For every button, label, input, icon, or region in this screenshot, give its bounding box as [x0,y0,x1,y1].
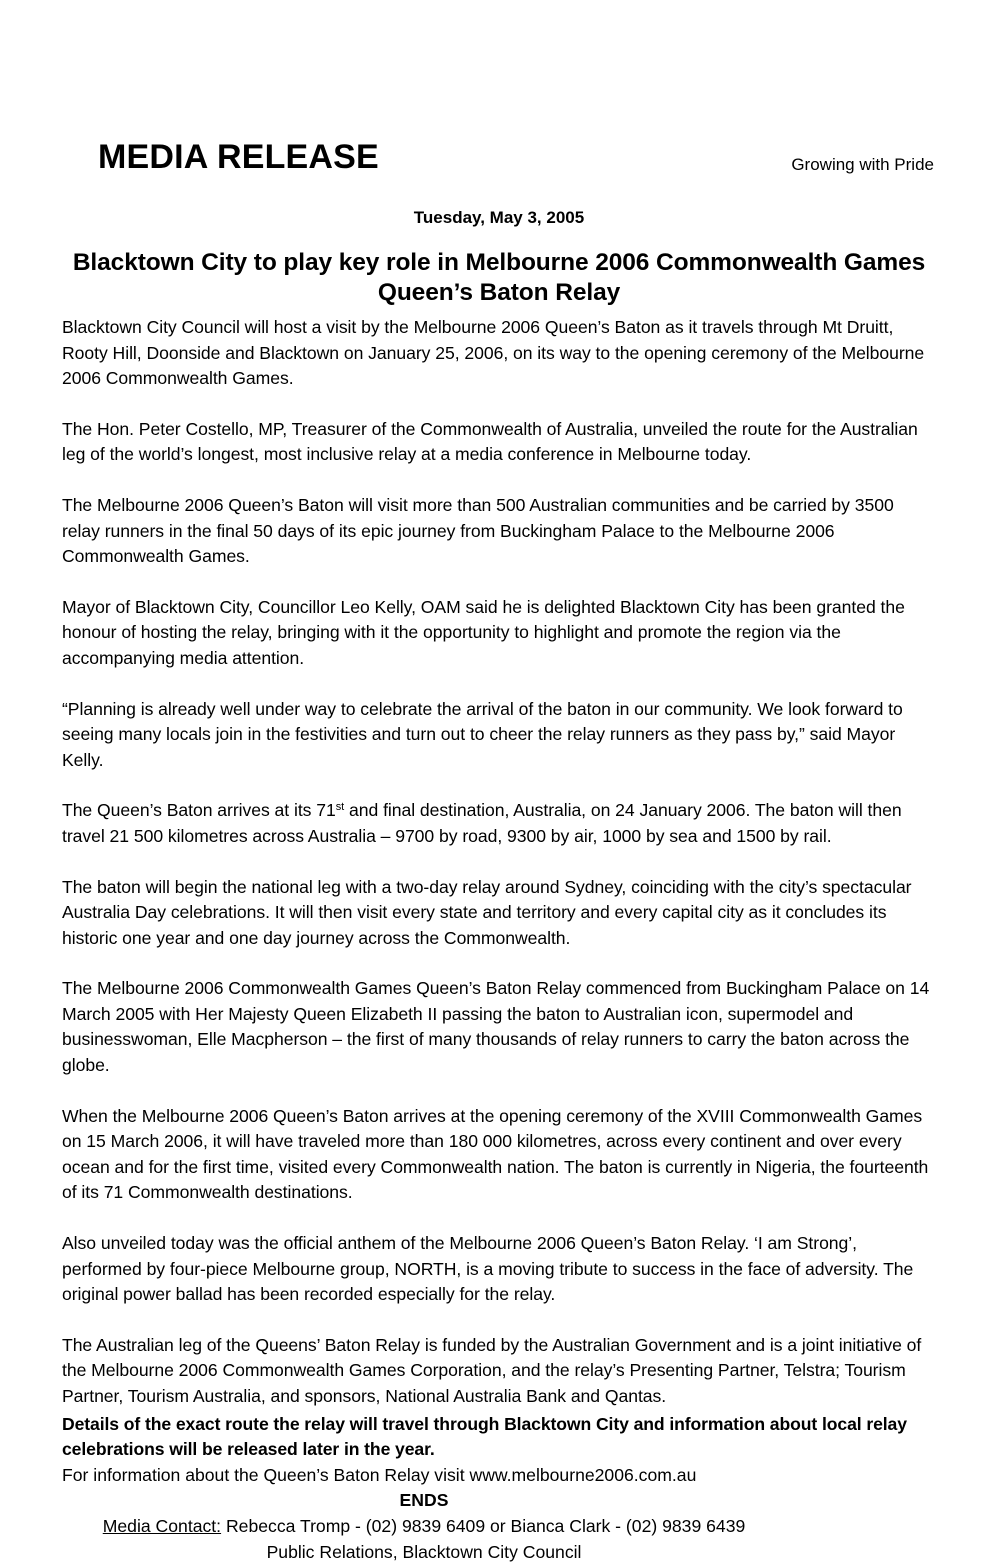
route-details-notice: Details of the exact route the relay will travel through Blacktown City and information about local relay celebrations will be released later in the year. [62,1413,907,1460]
paragraph: The Melbourne 2006 Commonwealth Games Queen’s Baton Relay commenced from Buckingham Palace on 14 March 2005 with Her Majesty Queen Elizabeth II passing the baton to Australian icon, supermodel and businesswoman, Elle Macpherson – the first of many thousands of relay runners to carry the baton across the globe. [62,978,930,1076]
release-date: Tuesday, May 3, 2005 [413,208,585,227]
paragraph: The Australian leg of the Queens’ Baton Relay is funded by the Australian Government and is a joint initiative of the Melbourne 2006 Commonwealth Games Corporation, and the relay’s Presenting Partner, Telstra; Tourism Partner, Tourism Australia, and sponsors, National Australia Bank and Qantas. [62,1334,922,1406]
paragraph: “Planning is already well under way to celebrate the arrival of the baton in our community. We look forward to seeing many locals join in the festivities and turn out to cheer the relay runners as they pass by,” said Mayor Kelly. [62,698,903,770]
paragraph-baton-destination [62,798,936,849]
ends-marker: ENDS [399,1490,449,1511]
masthead [62,137,936,199]
paragraph: The baton will begin the national leg with a two-day relay around Sydney, coinciding with the city’s spectacular Australia Day celebrations. It will then visit every state and territory and every capital city as it concludes its historic one year and one day journey across the Commonwealth. [62,876,912,948]
paragraph: The Hon. Peter Costello, MP, Treasurer of the Commonwealth of Australia, unveiled the route for the Australian leg of the world’s longest, most inclusive relay at a media conference in Melbourne today. [62,418,918,465]
body-copy [62,315,936,1410]
headline: Blacktown City to play key role in Melbourne 2006 Commonwealth Games Queen’s Baton Relay [72,249,926,306]
department-line: Public Relations, Blacktown City Council [266,1541,582,1562]
media-contact-label: Media Contact: [102,1515,222,1536]
baton-text-before-ordinal: The Queen’s Baton arrives at its 71 [62,800,336,821]
paragraph: Blacktown City Council will host a visit by the Melbourne 2006 Queen’s Baton as it travels through Mt Druitt, Rooty Hill, Doonside and Blacktown on January 25, 2006, on its way to the opening ceremony of the Melbourne 2006 Commonwealth Games. [62,317,925,389]
paragraph: When the Melbourne 2006 Queen’s Baton arrives at the opening ceremony of the XVIII Commonwealth Games on 15 March 2006, it will have traveled more than 180 000 kilometres, across every continent and over every ocean and for the first time, visited every Commonwealth nation. The baton is currently in Nigeria, the fourteenth of its 71 Commonwealth destinations. [62,1105,929,1203]
footer-block [62,1412,936,1565]
page-title: MEDIA RELEASE [98,138,379,176]
document-content [62,0,936,1565]
paragraph: Mayor of Blacktown City, Councillor Leo Kelly, OAM said he is delighted Blacktown City has been granted the honour of hosting the relay, bringing with it the opportunity to highlight and promote the region via the accompanying media attention. [62,596,905,668]
media-contact-details: Rebecca Tromp - (02) 9839 6409 or Bianca Clark - (02) 9839 6439 [221,1515,746,1536]
ordinal-suffix: st [335,801,345,814]
paragraph: Also unveiled today was the official anthem of the Melbourne 2006 Queen’s Baton Relay. ‘I am Strong’, performed by four-piece Melbourne group, NORTH, is a moving tribute to success in the face of adversity. The original power ballad has been recorded especially for the relay. [62,1233,914,1305]
organisation-tagline: Growing with Pride [791,155,934,174]
paragraph: The Melbourne 2006 Queen’s Baton will visit more than 500 Australian communities and be carried by 3500 relay runners in the final 50 days of its epic journey from Buckingham Palace to the Melbourne 2006 Commonwealth Games. [62,494,894,567]
media-contact-line [62,1514,936,1540]
baton-text-after-ordinal: and final destination, Australia, on 24 January 2006. The baton will then travel 21 500 kilometres across Australia – 9700 by road, 9300 by air, 1000 by sea and 1500 by rail. [62,800,902,846]
more-information-line: For information about the Queen’s Baton Relay visit www.melbourne2006.com.au [62,1464,697,1485]
